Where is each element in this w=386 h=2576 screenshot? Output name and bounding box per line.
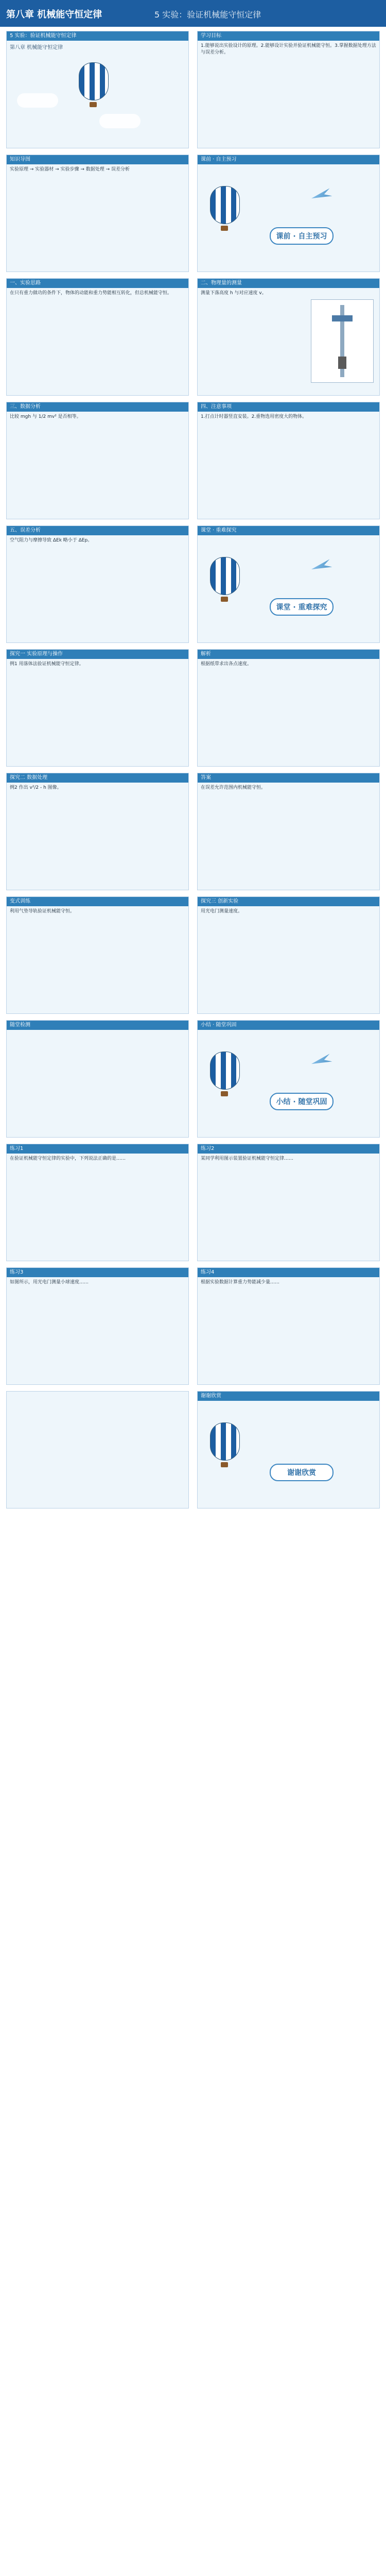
slide-ex3-text: 用光电门测量速度。: [201, 909, 243, 914]
slide-thanks-head: 谢谢欣赏: [198, 1392, 379, 1401]
slide-class-head: 课堂 · 重难探究: [198, 526, 379, 535]
slide-ex1-text: 例1 用落体法验证机械能守恒定律。: [10, 662, 84, 667]
slide-practice-4: [197, 1267, 380, 1385]
thanks-button[interactable]: 谢谢欣赏: [270, 1464, 334, 1481]
slide-practice-3: [6, 1267, 189, 1385]
slide-ex2-answer: [197, 773, 380, 890]
slide-goals-head: 学习目标: [198, 31, 379, 41]
slide-pre: [197, 155, 380, 272]
slide-analysis: [6, 402, 189, 519]
class-explore-button[interactable]: 课堂 · 重难探究: [270, 598, 334, 616]
slide-ex3-head: 探究三 创新实验: [198, 897, 379, 906]
slide-thanks: [197, 1391, 380, 1509]
chapter-subtitle: 5 实验：验证机械能守恒定律: [154, 10, 261, 20]
slide-idea-text: 在只有重力做功的条件下，物体的动能和重力势能相互转化，但总机械能守恒。: [10, 291, 172, 296]
slide-map-head: 知识导图: [7, 155, 188, 164]
slide-measure: [197, 278, 380, 396]
slide-check-head: 随堂检测: [7, 1021, 188, 1030]
slide-ex2-answer-head: 答案: [198, 773, 379, 783]
slide-ex1-head: 探究一 实验原理与操作: [7, 650, 188, 659]
slide-title: [6, 31, 189, 148]
top-banner: [0, 0, 386, 27]
slide-measure-text: 测量下落高度 h 与对应速度 v。: [201, 291, 267, 296]
chapter-title: 第八章 机械能守恒定律: [6, 9, 102, 20]
slide-class: [197, 526, 380, 643]
slide-practice-4-head: 练习4: [198, 1268, 379, 1277]
slide-pre-head: 课前 · 自主预习: [198, 155, 379, 164]
slide-error-head: 五、误差分析: [7, 526, 188, 535]
slide-notes-head: 四、注意事项: [198, 402, 379, 412]
slide-analysis-head: 三、数据分析: [7, 402, 188, 412]
slide-check: [6, 1020, 189, 1138]
slide-ex2-text: 例2 作出 v²/2 - h 图像。: [10, 785, 62, 790]
slide-ex1: [6, 649, 189, 767]
slide-review: [197, 1020, 380, 1138]
slide-ex1-solution: [197, 649, 380, 767]
slide-ex3: [197, 896, 380, 1014]
slide-notes: [197, 402, 380, 519]
slide-variation-text: 利用气垫导轨验证机械能守恒。: [10, 909, 75, 914]
review-button[interactable]: 小结 · 随堂巩固: [270, 1093, 334, 1110]
slide-review-head: 小结 · 随堂巩固: [198, 1021, 379, 1030]
pre-study-button[interactable]: 课前 · 自主预习: [270, 227, 334, 245]
slide-practice-1-head: 练习1: [7, 1144, 188, 1154]
slide-variation: [6, 896, 189, 1014]
slide-ex1-solution-text: 根据纸带求出各点速度。: [201, 662, 252, 667]
slide-map-text: 实验原理 → 实验器材 → 实验步骤 → 数据处理 → 误差分析: [10, 167, 130, 172]
slide-practice-3-text: 如图所示，用光电门测量小球速度……: [10, 1280, 89, 1285]
slide-error-text: 空气阻力与摩擦导致 ΔEk 略小于 ΔEp。: [10, 538, 93, 543]
slide-practice-2-text: 某同学利用图示装置验证机械能守恒定律……: [201, 1156, 294, 1161]
slide-idea: [6, 278, 189, 396]
figure-apparatus: [311, 299, 374, 383]
slide-goals: [197, 31, 380, 148]
slide-practice-4-text: 根据实验数据计算重力势能减少量……: [201, 1280, 280, 1285]
slide-error: [6, 526, 189, 643]
slide-notes-text: 1.打点计时器竖直安装。2.重物选用密度大的物体。: [201, 414, 307, 419]
slide-title-head: 5 实验：验证机械能守恒定律: [7, 31, 188, 41]
slide-analysis-text: 比较 mgh 与 1/2 mv² 是否相等。: [10, 414, 81, 419]
slide-ex2: [6, 773, 189, 890]
slide-practice-1: [6, 1144, 189, 1261]
slide-practice-2: [197, 1144, 380, 1261]
slide-blank-left: [6, 1391, 189, 1509]
slide-ex2-head: 探究二 数据处理: [7, 773, 188, 783]
slide-practice-3-head: 练习3: [7, 1268, 188, 1277]
slide-map: [6, 155, 189, 272]
slide-ex2-answer-text: 在误差允许范围内机械能守恒。: [201, 785, 266, 790]
slide-idea-head: 一、实验思路: [7, 279, 188, 288]
slide-ex1-solution-head: 解析: [198, 650, 379, 659]
slide-goals-text: 1.能够说出实验设计的原理。2.能够设计实验并验证机械能守恒。3.掌握数据处理方法与误差分析。: [201, 43, 376, 55]
slide-variation-head: 变式训练: [7, 897, 188, 906]
slide-title-sub: 第八章 机械能守恒定律: [10, 45, 63, 50]
slide-grid: [6, 31, 380, 2576]
slide-practice-2-head: 练习2: [198, 1144, 379, 1154]
slide-practice-1-text: 在验证机械能守恒定律的实验中，下列说法正确的是……: [10, 1156, 126, 1161]
slide-measure-head: 二、物理量的测量: [198, 279, 379, 288]
